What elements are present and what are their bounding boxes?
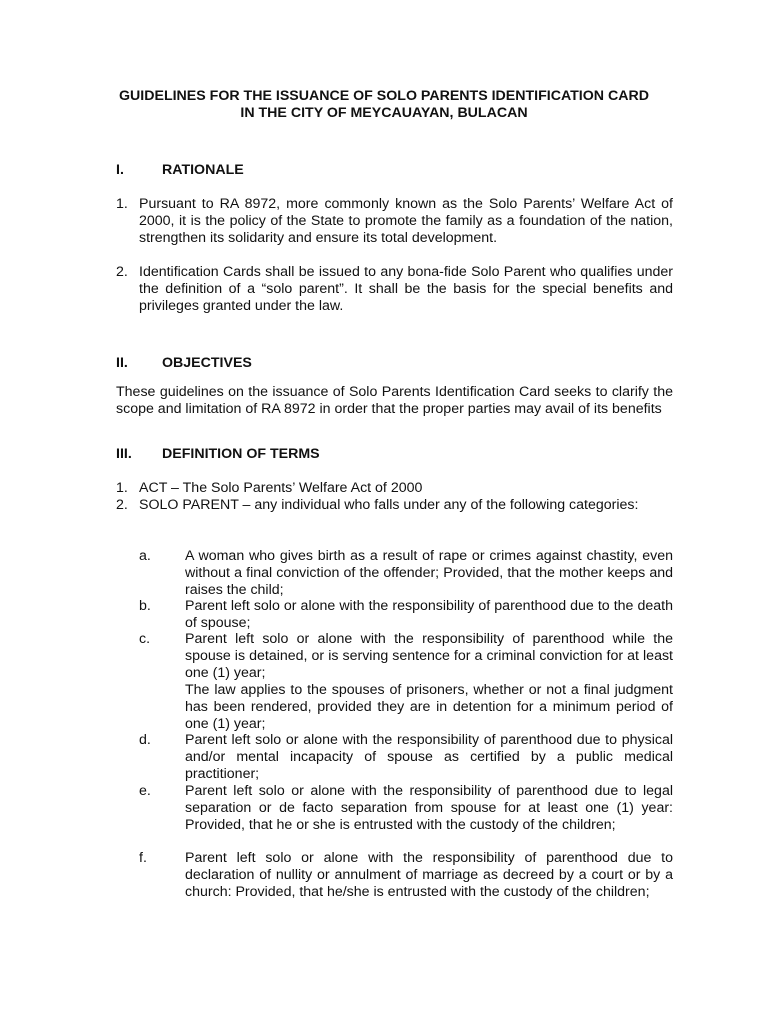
category-text-block: [185, 631, 673, 733]
item-number: 1.: [116, 480, 128, 496]
category-text: Parent left solo or alone with the responsibility of parenthood due to legal separation or de facto separation from spouse for at least one (1) year: Provided, that he or she is entrusted with the custody of the children;: [185, 783, 673, 833]
category-text-continued: The law applies to the spouses of prisoners, whether or not a final judgment has been rendered, provided they are in detention for a minimum period of one (1) year;: [185, 682, 673, 732]
section-number: II.: [116, 355, 128, 371]
item-text: ACT – The Solo Parents’ Welfare Act of 2000: [139, 480, 423, 496]
category-item-e: [139, 783, 673, 834]
section-title: OBJECTIVES: [162, 355, 252, 371]
category-letter: e.: [139, 783, 151, 799]
section-heading-definitions: [116, 446, 320, 463]
category-item-a: [139, 548, 673, 599]
title-line-2: IN THE CITY OF MEYCAUAYAN, BULACAN: [240, 105, 528, 121]
category-item-c: [139, 631, 673, 733]
category-letter: c.: [139, 631, 151, 647]
category-letter: f.: [139, 850, 147, 866]
section-number: I.: [116, 162, 124, 178]
rationale-item-1: [116, 196, 673, 247]
title-line-1: GUIDELINES FOR THE ISSUANCE OF SOLO PARENTS IDENTIFICATION CARD: [119, 88, 649, 104]
category-letter: a.: [139, 548, 151, 564]
item-text: Pursuant to RA 8972, more commonly known as the Solo Parents’ Welfare Act of 2000, it is the policy of the State to promote the family as a foundation of the nation, strengthen its solidarity and ensure its total development.: [139, 196, 673, 246]
category-text: Parent left solo or alone with the responsibility of parenthood due to declaration of nullity or annulment of marriage as decreed by a court or by a church: Provided, that he/she is entrusted with the custody of the children;: [185, 850, 673, 900]
rationale-item-2: [116, 264, 673, 315]
definition-item-1: [116, 480, 673, 497]
section-heading-objectives: [116, 355, 252, 372]
section-heading-rationale: [116, 162, 244, 179]
category-text: A woman who gives birth as a result of rape or crimes against chastity, even without a final conviction of the offender; Provided, that the mother keeps and raises the child;: [185, 548, 673, 598]
item-number: 1.: [116, 196, 128, 212]
section-title: RATIONALE: [162, 162, 244, 178]
category-letter: b.: [139, 598, 151, 614]
category-item-d: [139, 732, 673, 783]
category-item-b: [139, 598, 673, 632]
item-number: 2.: [116, 264, 128, 280]
category-letter: d.: [139, 732, 151, 748]
document-title: [0, 88, 768, 122]
section-number: III.: [116, 446, 132, 462]
category-text: Parent left solo or alone with the responsibility of parenthood due to the death of spouse;: [185, 598, 673, 631]
definition-item-2: [116, 497, 673, 514]
objectives-paragraph: These guidelines on the issuance of Solo Parents Identification Card seeks to clarify the scope and limitation of RA 8972 in order that the proper parties may avail of its benefits: [116, 384, 673, 417]
category-text: Parent left solo or alone with the responsibility of parenthood due to physical and/or mental incapacity of spouse as certified by a public medical practitioner;: [185, 732, 673, 782]
section-title: DEFINITION OF TERMS: [162, 446, 320, 462]
item-text: SOLO PARENT – any individual who falls under any of the following categories:: [139, 497, 639, 513]
item-text: Identification Cards shall be issued to any bona-fide Solo Parent who qualifies under the definition of a “solo parent”. It shall be the basis for the special benefits and privileges granted under the law.: [139, 264, 673, 314]
item-number: 2.: [116, 497, 128, 513]
category-item-f: [139, 850, 673, 901]
category-text: Parent left solo or alone with the responsibility of parenthood while the spouse is detained, or is serving sentence for a criminal conviction for at least one (1) year;: [185, 631, 673, 681]
